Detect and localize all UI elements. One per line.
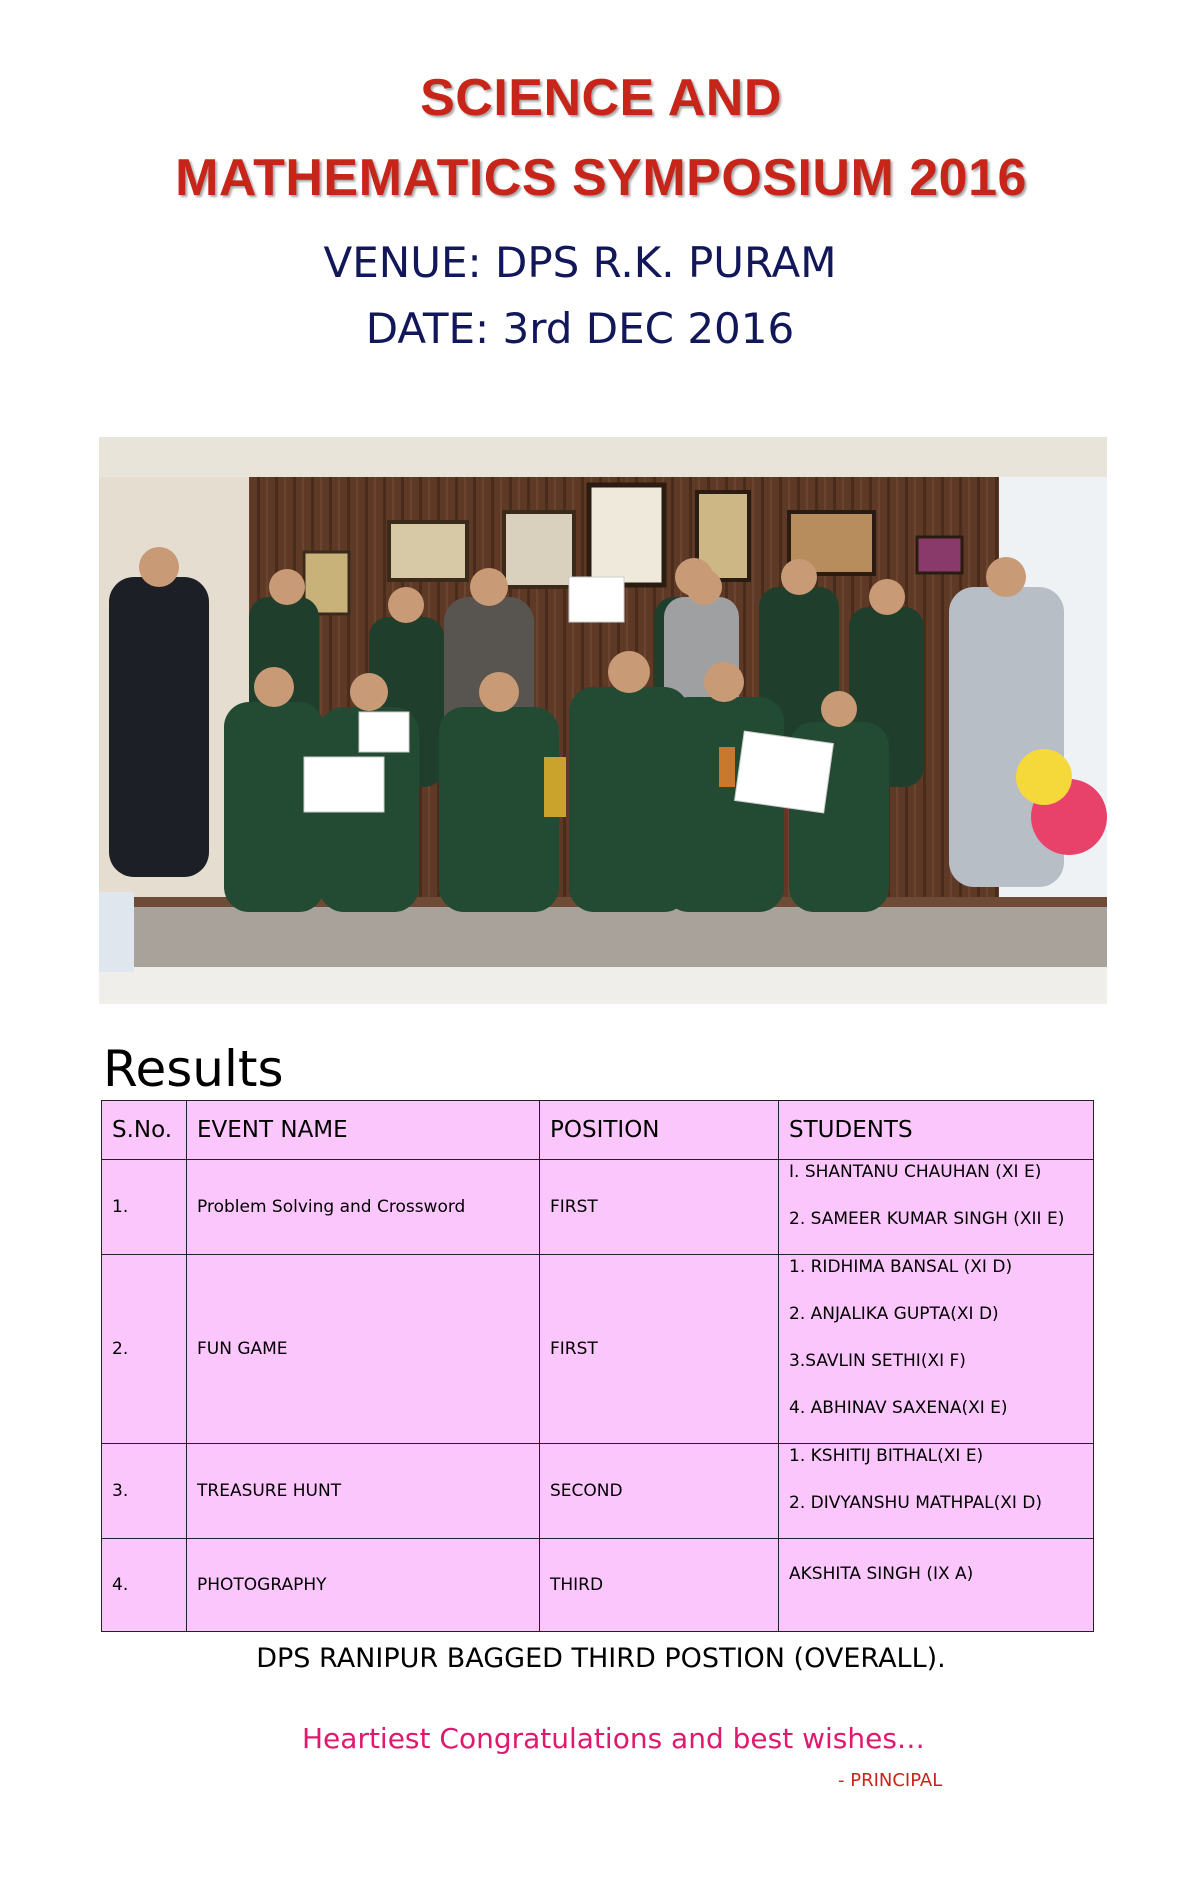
- header-students: STUDENTS: [779, 1101, 1094, 1160]
- table-row: [102, 1444, 1094, 1539]
- cell-students: [779, 1160, 1094, 1255]
- student-name: 1. KSHITIJ BITHAL(XI E): [789, 1446, 984, 1466]
- table-row: [102, 1160, 1094, 1255]
- student-name: 3.SAVLIN SETHI(XI F): [789, 1351, 966, 1371]
- cell-sno: 4.: [102, 1539, 187, 1632]
- student-name: 1. RIDHIMA BANSAL (XI D): [789, 1257, 1013, 1277]
- date-text: DATE: 3rd DEC 2016: [365, 304, 795, 353]
- title-line-2: MATHEMATICS SYMPOSIUM 2016: [175, 149, 1027, 207]
- cell-position: FIRST: [540, 1255, 779, 1444]
- title-line-1: SCIENCE AND: [420, 69, 782, 127]
- group-photo: [99, 437, 1107, 1004]
- student-name: 2. DIVYANSHU MATHPAL(XI D): [789, 1493, 1043, 1513]
- cell-sno: 2.: [102, 1255, 187, 1444]
- student-name: AKSHITA SINGH (IX A): [789, 1563, 974, 1584]
- cell-event: PHOTOGRAPHY: [187, 1539, 540, 1632]
- cell-sno: 3.: [102, 1444, 187, 1539]
- principal-signature: - PRINCIPAL: [838, 1770, 943, 1791]
- student-name: 2. SAMEER KUMAR SINGH (XII E): [789, 1209, 1065, 1229]
- cell-students: [779, 1539, 1094, 1632]
- cell-sno: 1.: [102, 1160, 187, 1255]
- header-position: POSITION: [540, 1101, 779, 1160]
- header-sno: S.No.: [102, 1101, 187, 1160]
- student-name: I. SHANTANU CHAUHAN (XI E): [789, 1162, 1042, 1182]
- student-name: 2. ANJALIKA GUPTA(XI D): [789, 1304, 999, 1324]
- venue-text: VENUE: DPS R.K. PURAM: [323, 238, 837, 287]
- table-row: [102, 1255, 1094, 1444]
- overall-result-text: DPS RANIPUR BAGGED THIRD POSTION (OVERALL).: [256, 1643, 946, 1674]
- table-row: [102, 1539, 1094, 1632]
- table-header-row: [102, 1101, 1094, 1160]
- student-name: 4. ABHINAV SAXENA(XI E): [789, 1398, 1008, 1418]
- cell-event: FUN GAME: [187, 1255, 540, 1444]
- results-table: [101, 1100, 1094, 1632]
- congratulations-text: Heartiest Congratulations and best wishes…: [302, 1722, 925, 1755]
- results-heading: Results: [103, 1040, 284, 1098]
- cell-students: [779, 1255, 1094, 1444]
- cell-event: TREASURE HUNT: [187, 1444, 540, 1539]
- cell-position: SECOND: [540, 1444, 779, 1539]
- cell-event: Problem Solving and Crossword: [187, 1160, 540, 1255]
- cell-position: FIRST: [540, 1160, 779, 1255]
- cell-students: [779, 1444, 1094, 1539]
- cell-position: THIRD: [540, 1539, 779, 1632]
- header-event-name: EVENT NAME: [187, 1101, 540, 1160]
